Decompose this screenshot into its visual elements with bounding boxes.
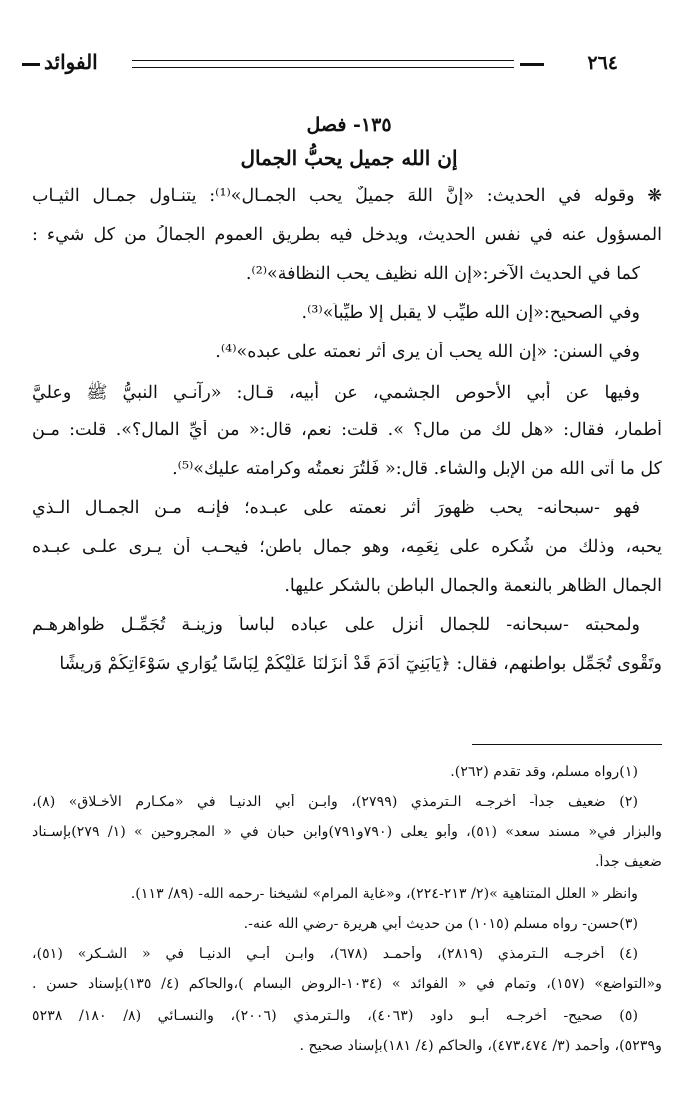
book-title: الفوائد [44, 50, 98, 74]
footnote-line: (٤) أخرجـه الـترمذي (٢٨١٩)، وأحمـد (٦٧٨)، وابـن أبـي الدنيـا في « الشـكر» (٥١)، [32, 946, 638, 962]
footnote-line: (٣)حسن- رواه مسلم (١٠١٥) من حديث أبي هريرة -رضي الله عنه-. [243, 916, 638, 932]
body-line: المسؤول عنه في نفس الحديث، ويدخل فيه بطريق العموم الجمالُ من كل شيء : [32, 225, 662, 245]
section-title: إن الله جميل يحبُّ الجمال [240, 146, 458, 170]
body-line: كل ما آتى الله من الإبل والشاء. قال:« فَلْتُرَ نعمتُه وكرامته عليك»⁽⁵⁾. [172, 459, 662, 479]
body-line: ❋ وقوله في الحديث: «إنَّ اللهَ جميلٌ يحب الجمـال»⁽¹⁾: يتنـاول جمـال الثيـاب [32, 186, 662, 206]
body-line: وفيها عن أبي الأحوص الجشمي، عن أبيه، قـال: «رآنـي النبيُّ ﷺ وعليَّ [32, 383, 640, 403]
section-number: ١٣٥- فصل [306, 114, 392, 136]
footnote-separator [472, 744, 662, 745]
body-line: ولمحبته -سبحانه- للجمال أنزل على عباده لباساً وزينـة تُجَمِّـل ظواهرهـم [32, 615, 640, 635]
running-header [22, 50, 618, 80]
header-dash-left [22, 63, 40, 66]
body-line: وفي السنن: «إن الله يحب أن يرى أثر نعمته على عبده»⁽⁴⁾. [215, 342, 640, 362]
footnote-line: ضعيف جداً. [594, 854, 662, 870]
page-number: ٢٦٤ [587, 52, 618, 74]
body-line: الجمال الظاهر بالنعمة والجمال الباطن بالشكر عليها. [284, 576, 662, 596]
footnote-line: و«التواضع» (١٥٧)، وتمام في « الفوائد » (١٠٣٤-الروض البسام )،والحاكم (٤/ ١٣٥)بإسناد حسن . [32, 976, 662, 992]
footnote-line: و٥٢٣٩)، وأحمد (٣/ ٤٧٣،٤٧٤)، والحاكم (٤/ ١٨١)بإسناد صحيح . [299, 1038, 662, 1054]
body-line: وتَقْوى تُجَمِّل بواطنهم، فقال: ﴿يَابَنِيٓ آدَمَ قَدْ أَنزَلْنَا عَلَيْكُمْ لِبَاسًا يُوَارِي سَوْءَاتِكُمْ وَرِيشًا [59, 654, 662, 674]
body-line: أطمار، فقال: «هل لك من مال؟ ». قلت: نعم، قال:« من أيِّ المال؟». قلت: مـن [32, 420, 662, 440]
body-line: فهو -سبحانه- يحب ظهورَ أثر نعمته على عبـده؛ فإنـه مـن الجمـال الـذي [32, 498, 640, 518]
footnote-line: (٢) ضعيف جداً- أخرجـه الـترمذي (٢٧٩٩)، وابـن أبي الدنيـا في «مكـارم الأخـلاق» (٨)، [32, 794, 638, 810]
body-line: يحبه، وذلك من شُكرِه على نِعَمِه، وهو جمال باطن؛ فيحـب أن يـرى علـى عبـده [32, 537, 662, 557]
body-line: وفي الصحيح:«إن الله طيِّب لا يقبل إلا طيِّباً»⁽³⁾. [301, 303, 640, 323]
footnote-line: (١)رواه مسلم، وقد تقدم (٢٦٢). [450, 764, 638, 780]
header-rule [132, 60, 514, 68]
body-line: كما في الحديث الآخر:«إن الله نظيف يحب النظافة»⁽²⁾. [245, 264, 640, 284]
footnote-line: وانظر « العلل المتناهية »(٢/ ٢١٣-٢٢٤)، و«غاية المرام» لشيخنا -رحمه الله- (٨٩/ ١١٣). [130, 886, 638, 902]
footnote-line: (٥) صحيح- أخرجـه أبـو داود (٤٠٦٣)، والـترمذي (٢٠٠٦)، والنسـائي (٨/ ١٨٠/ ٥٢٣٨ [32, 1008, 638, 1024]
header-dash-right [520, 63, 544, 66]
footnote-line: والبزار في« مسند سعد» (٥١)، وأبو يعلى (٧٩٠و٧٩١)وابن حبان في « المجروحين » (١/ ٢٧٩)بإسـناد [32, 824, 662, 840]
